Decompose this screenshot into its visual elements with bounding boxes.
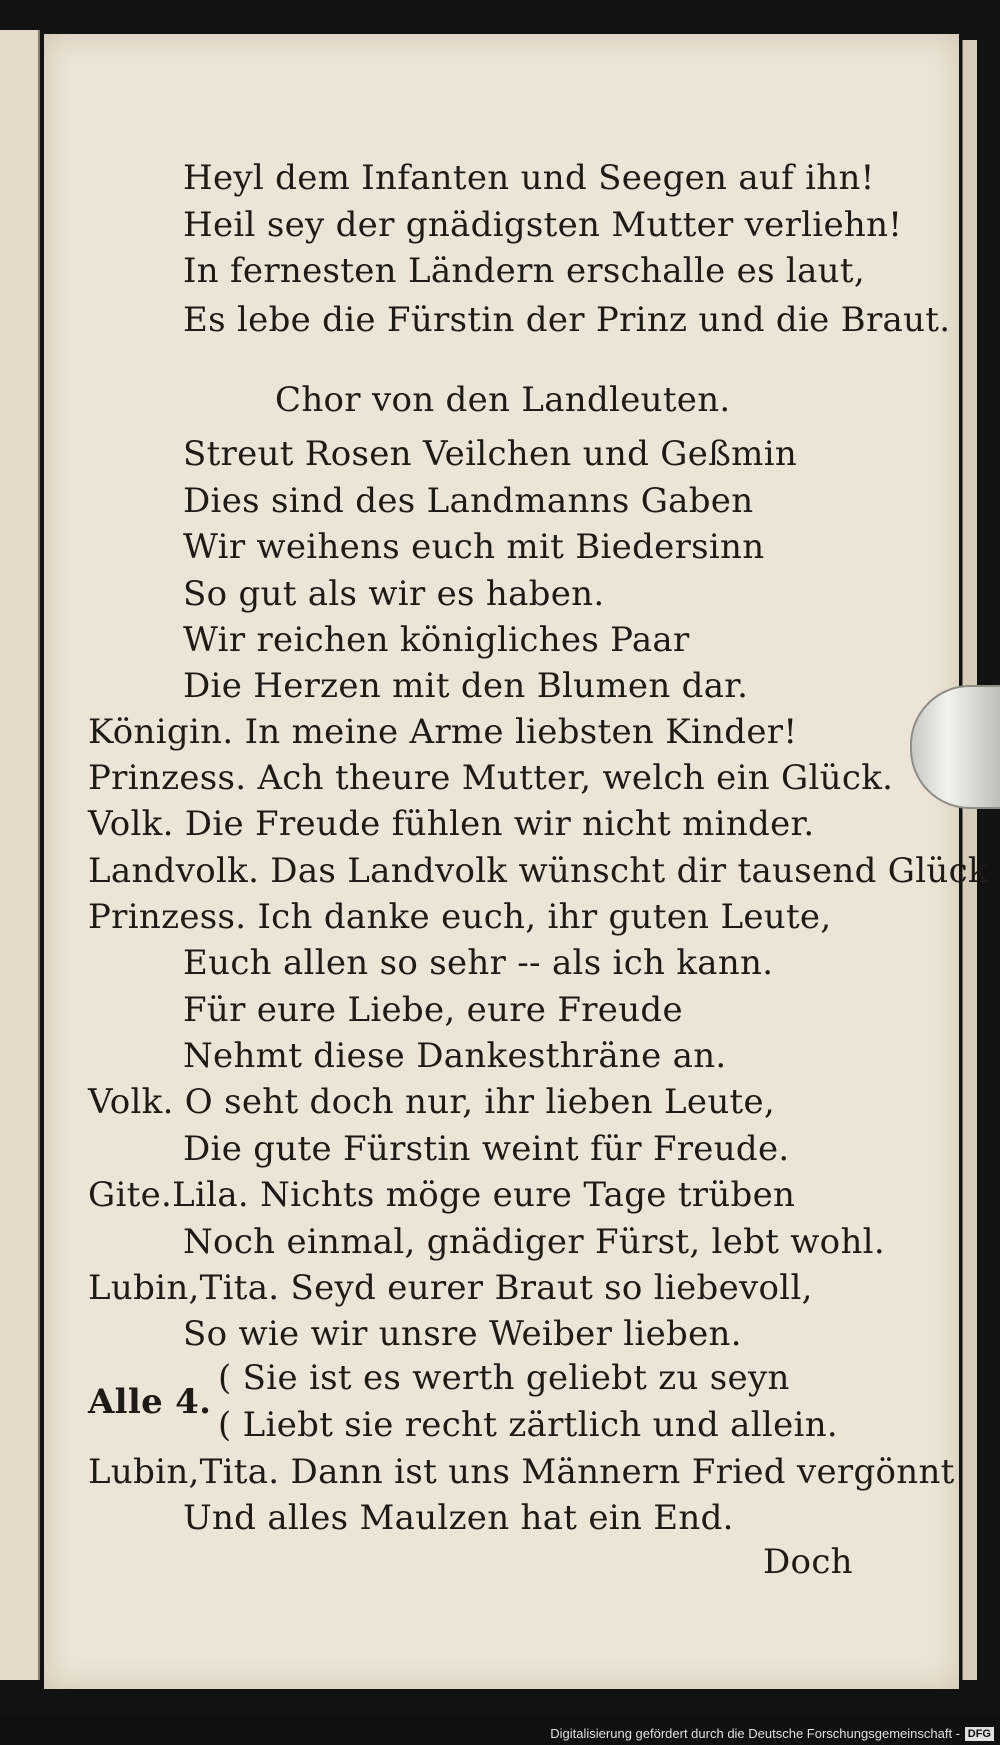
text-line: ( Liebt sie recht zärtlich und allein. [218, 1405, 838, 1445]
dialogue-line: Volk. Die Freude fühlen wir nicht minder. [88, 804, 815, 844]
text-line: Nehmt diese Dankesthräne an. [183, 1036, 727, 1076]
text-line: Dies sind des Landmanns Gaben [183, 481, 754, 521]
section-heading: Chor von den Landleuten. [275, 380, 731, 420]
dialogue-line: Landvolk. Das Landvolk wünscht dir tausend Glück [88, 851, 989, 891]
text-line: Wir weihens euch mit Biedersinn [183, 527, 765, 567]
text-line: Heyl dem Infanten und Seegen auf ihn! [183, 158, 875, 198]
text-line: Streut Rosen Veilchen und Geßmin [183, 434, 798, 474]
footer-credit: Digitalisierung gefördert durch die Deutsche Forschungsgemeinschaft - [550, 1726, 960, 1741]
text-line: Die Herzen mit den Blumen dar. [183, 666, 749, 706]
dfg-logo: DFG [965, 1727, 994, 1741]
text-line: Wir reichen königliches Paar [183, 620, 690, 660]
dialogue-line: Lubin,Tita. Dann ist uns Männern Fried vergönnt [88, 1452, 955, 1492]
catchword: Doch [763, 1542, 853, 1582]
dialogue-line: Königin. In meine Arme liebsten Kinder! [88, 712, 798, 752]
text-line: Heil sey der gnädigsten Mutter verliehn! [183, 205, 903, 245]
text-line: Euch allen so sehr -- als ich kann. [183, 943, 774, 983]
text-line: Die gute Fürstin weint für Freude. [183, 1129, 790, 1169]
text-line: Noch einmal, gnädiger Fürst, lebt wohl. [183, 1222, 885, 1262]
text-line: Und alles Maulzen hat ein End. [183, 1498, 734, 1538]
dialogue-line: Volk. O seht doch nur, ihr lieben Leute, [88, 1082, 776, 1122]
text-line: Für eure Liebe, eure Freude [183, 990, 683, 1030]
text-line: So gut als wir es haben. [183, 574, 605, 614]
text-line: ( Sie ist es werth geliebt zu seyn [218, 1358, 790, 1398]
speaker-label: Alle 4. [88, 1382, 212, 1422]
text-line: In fernesten Ländern erschalle es laut, [183, 251, 865, 291]
text-line: So wie wir unsre Weiber lieben. [183, 1314, 742, 1354]
footer-bar [0, 1715, 1000, 1745]
dialogue-line: Prinzess. Ich danke euch, ihr guten Leute, [88, 897, 832, 937]
dialogue-line: Gite.Lila. Nichts möge eure Tage trüben [88, 1175, 796, 1215]
dialogue-line: Lubin,Tita. Seyd eurer Braut so liebevoll, [88, 1268, 813, 1308]
dialogue-line: Prinzess. Ach theure Mutter, welch ein Glück. [88, 758, 894, 798]
text-line: Es lebe die Fürstin der Prinz und die Braut. [183, 300, 951, 340]
